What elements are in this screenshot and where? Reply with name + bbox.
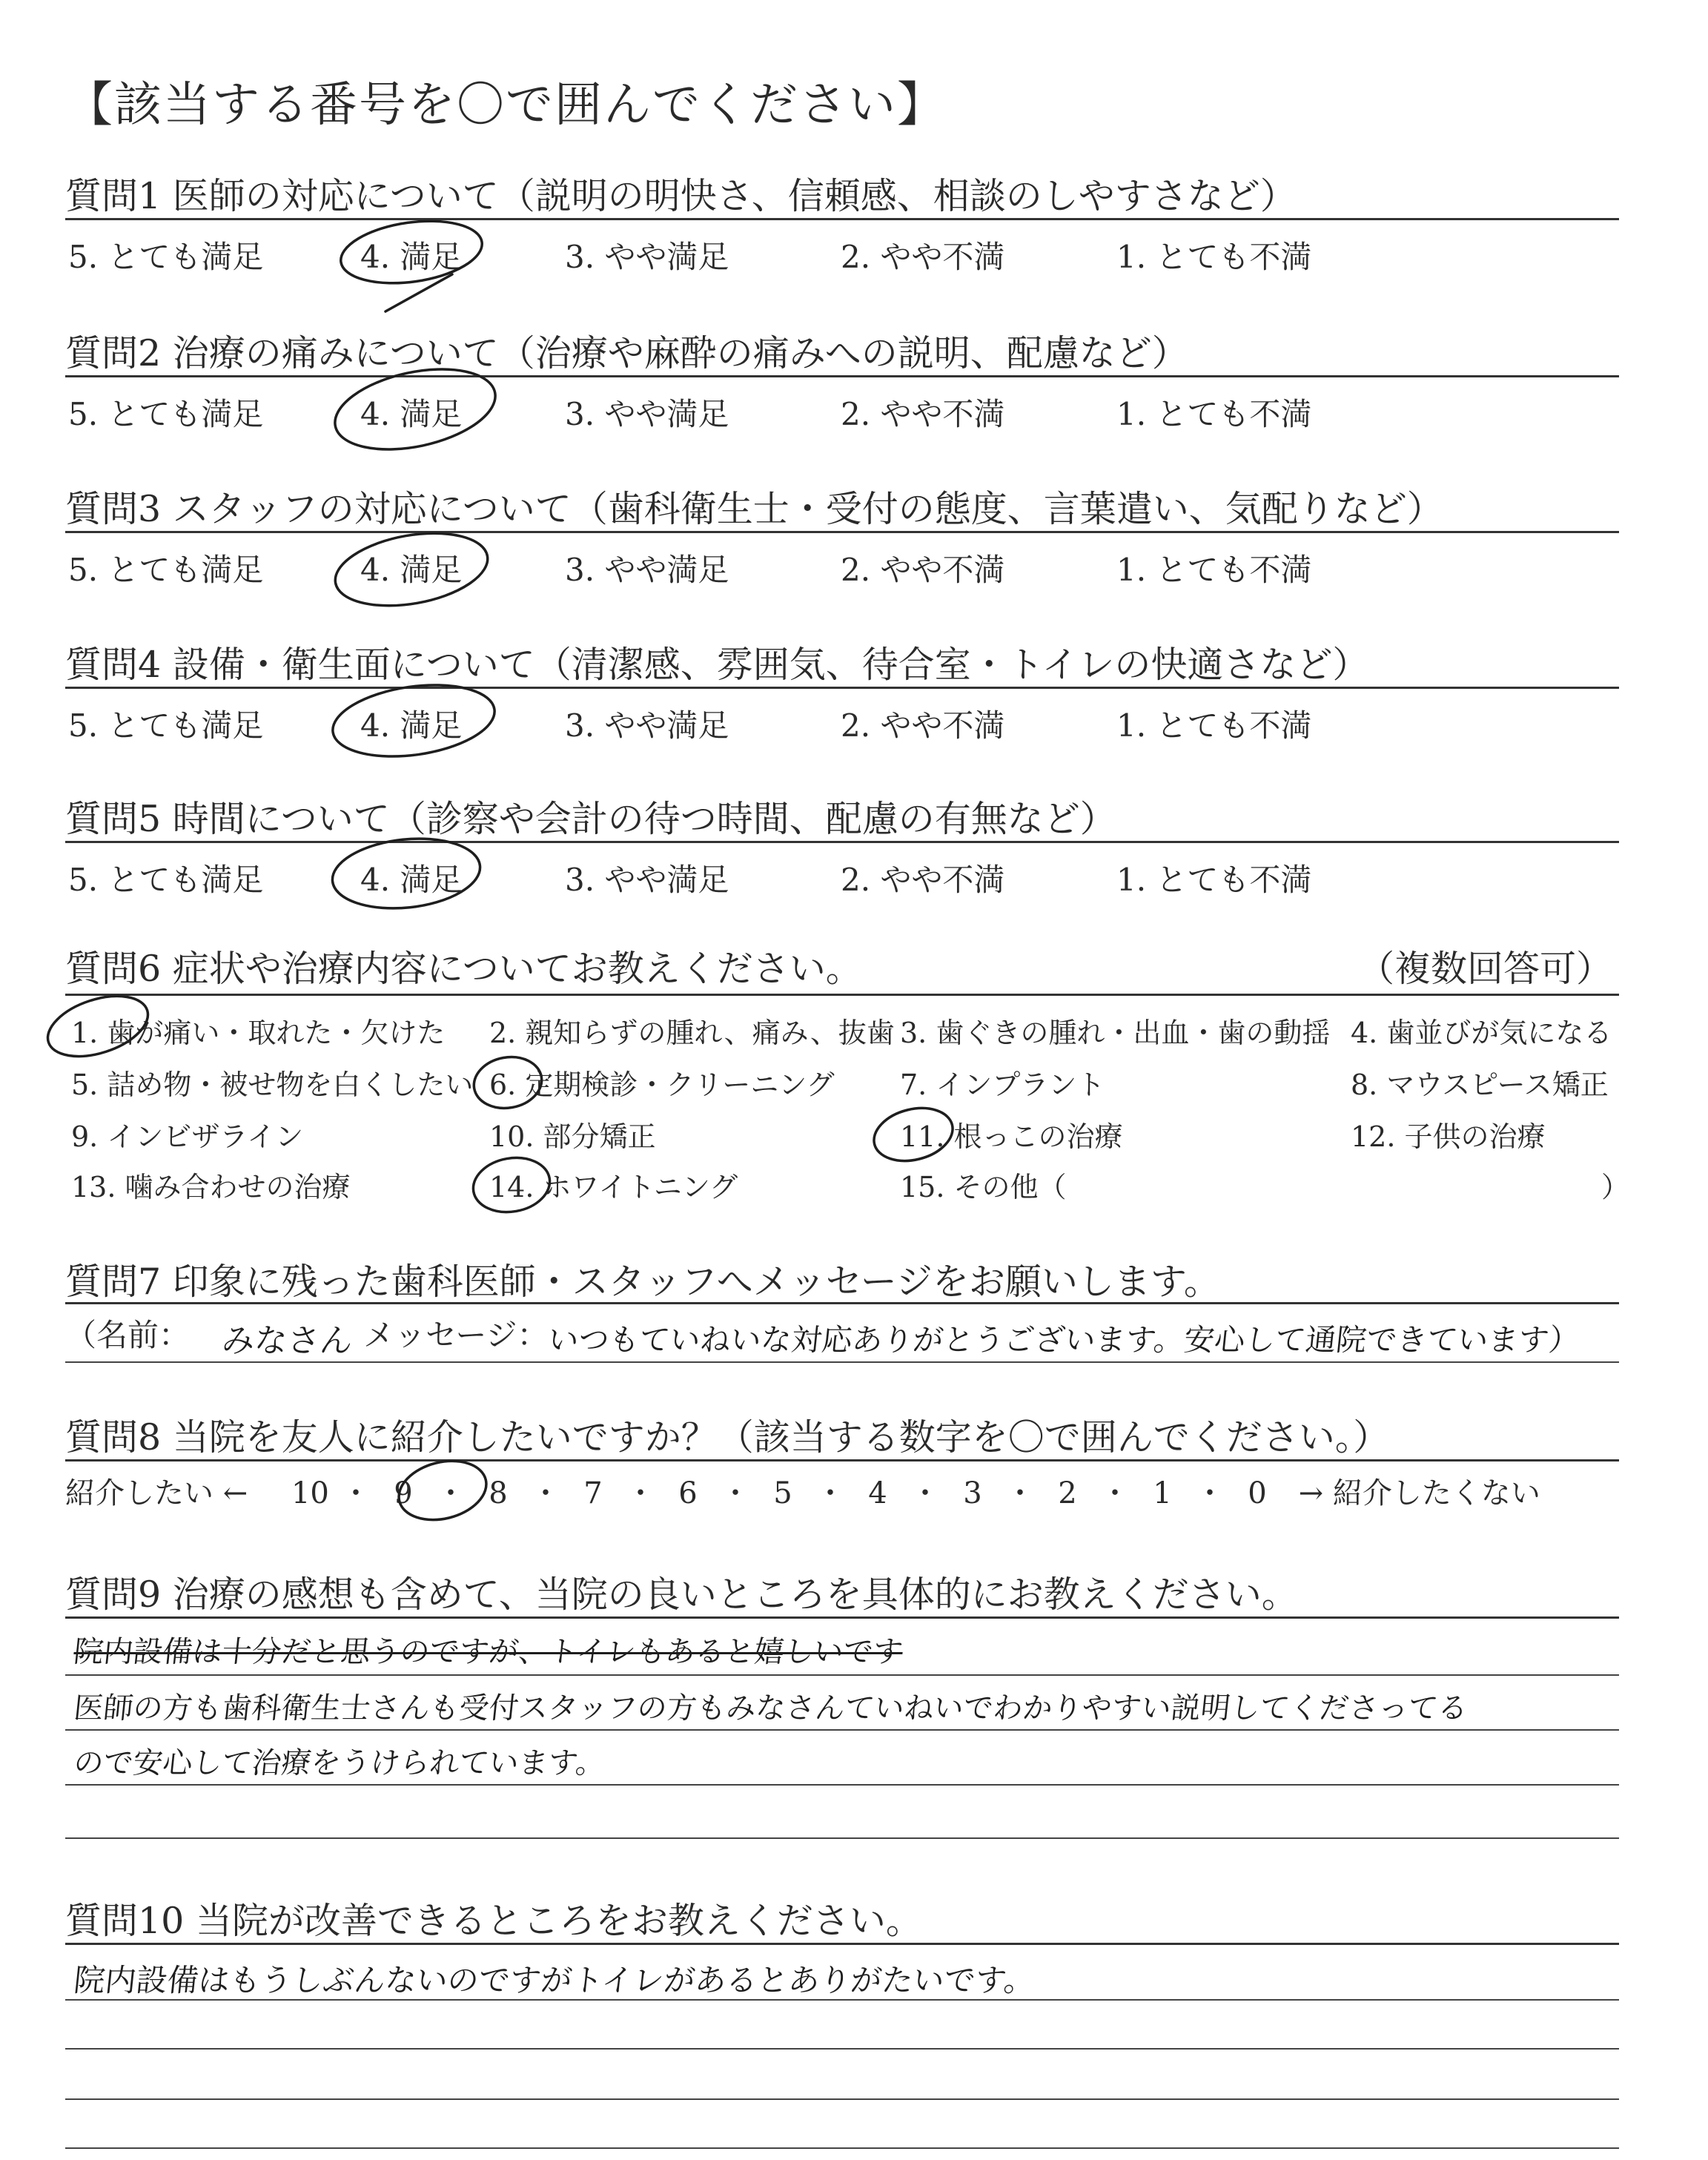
q1-title: 質問1 医師の対応について（説明の明快さ、信頼感、相談のしやすさなど） [65,175,1297,217]
q8-separator: ・ [340,1476,371,1510]
q8-separator: ・ [530,1476,560,1510]
q9-title: 質問9 治療の感想も含めて、当院の良いところを具体的にお教えください。 [65,1573,1298,1616]
q4-option-4[interactable]: 4. 満足 [360,707,463,744]
q10-line-2 [65,2048,1619,2050]
q2-title: 質問2 治療の痛みについて（治療や麻酔の痛みへの説明、配慮など） [65,332,1188,374]
q1-option-4[interactable]: 4. 満足 [360,239,463,275]
q8-score-7[interactable]: 7 [583,1476,603,1510]
q2-option-3[interactable]: 3. やや満足 [565,396,729,432]
q8-score-9[interactable]: 9 [394,1476,413,1510]
q4-title: 質問4 設備・衛生面について（清潔感、雰囲気、待合室・トイレの快適さなど） [65,644,1369,686]
q8-right-label: → 紹介したくない [1298,1476,1540,1510]
q8-separator: ・ [1004,1476,1035,1510]
q8-left-label: 紹介したい ← [65,1476,248,1510]
q8-separator: ・ [720,1476,750,1510]
q6-option-7[interactable]: 7. インプラント [900,1069,1105,1101]
q10-title: 質問10 当院が改善できるところをお教えください。 [65,1900,922,1942]
q6-multiple-note: （複数回答可） [1358,948,1613,990]
q3-option-3[interactable]: 3. やや満足 [565,552,729,588]
q1-option-5[interactable]: 5. とても満足 [68,239,264,275]
q8-score-10[interactable]: 10 [291,1476,329,1510]
q5-option-5[interactable]: 5. とても満足 [68,862,264,898]
q7-title: 質問7 印象に残った歯科医師・スタッフへメッセージをお願いします。 [65,1261,1220,1303]
q5-option-2[interactable]: 2. やや不満 [841,862,1005,898]
q7-name-label: （名前： [65,1317,191,1353]
q9-line-4 [65,1837,1619,1839]
q10-answer-line-1: 院内設備はもうしぶんないのですがトイレがあるとありがたいです。 [72,1962,1037,1998]
q8-title: 質問8 当院を友人に紹介したいですか？（該当する数字を〇で囲んでください。） [65,1416,1390,1459]
q8-numbers [291,1476,1274,1510]
q8-score-0[interactable]: 0 [1248,1476,1267,1510]
q6-rule [65,994,1619,996]
q5-option-4[interactable]: 4. 満足 [360,862,463,898]
q8-score-3[interactable]: 3 [963,1476,982,1510]
q9-answer-line-2: ので安心して治療をうけられています。 [72,1746,607,1780]
q2-option-1[interactable]: 1. とても不満 [1116,396,1312,432]
q2-option-5[interactable]: 5. とても満足 [68,396,264,432]
q8-rule [65,1459,1619,1462]
q6-option-10[interactable]: 10. 部分矯正 [489,1120,656,1153]
q6-option-6[interactable]: 6. 定期検診・クリーニング [489,1069,835,1101]
q3-title: 質問3 スタッフの対応について（歯科衛生士・受付の態度、言葉遣い、気配りなど） [65,488,1443,530]
q8-separator: ・ [815,1476,845,1510]
q9-struck-line: 院内設備は十分だと思うのですが、トイレもあると嬉しいです [72,1635,905,1669]
form-header: 【該当する番号を〇で囲んでください】 [65,78,946,133]
q6-option-14[interactable]: 14. ホワイトニング [489,1171,738,1203]
q4-option-2[interactable]: 2. やや不満 [841,707,1005,744]
q1-option-1[interactable]: 1. とても不満 [1116,239,1312,275]
q8-separator: ・ [435,1476,466,1510]
q4-option-3[interactable]: 3. やや満足 [565,707,729,744]
q7-rule [65,1302,1619,1304]
q6-other-close-paren: ） [1601,1171,1630,1203]
q3-option-5[interactable]: 5. とても満足 [68,552,264,588]
q4-rule [65,687,1619,689]
q1-option-3[interactable]: 3. やや満足 [565,239,729,275]
q8-separator: ・ [1194,1476,1225,1510]
q4-option-1[interactable]: 1. とても不満 [1116,707,1312,744]
q1-selection-tail [385,274,452,311]
q8-score-5[interactable]: 5 [773,1476,792,1510]
q8-score-8[interactable]: 8 [489,1476,508,1510]
q10-line-1 [65,1999,1619,2001]
q5-title: 質問5 時間について（診察や会計の待つ時間、配慮の有無など） [65,798,1116,840]
q9-answer-line-1: 医師の方も歯科衛生士さんも受付スタッフの方もみなさんていねいでわかりやすい説明してくださってる [72,1691,1470,1725]
q9-line-1 [65,1674,1619,1676]
q6-option-15[interactable]: 15. その他（ [900,1171,1067,1203]
q4-option-5[interactable]: 5. とても満足 [68,707,264,744]
q5-rule [65,841,1619,843]
q10-line-3 [65,2098,1619,2100]
q8-separator: ・ [1099,1476,1130,1510]
q3-rule [65,531,1619,533]
q10-rule [65,1943,1619,1945]
q6-option-1[interactable]: 1. 歯が痛い・取れた・欠けた [71,1017,446,1049]
q1-rule [65,218,1619,220]
q7-name-value: みなさん [219,1322,355,1360]
q6-option-11[interactable]: 11. 根っこの治療 [900,1120,1123,1153]
q6-option-13[interactable]: 13. 噛み合わせの治療 [71,1171,351,1203]
q6-option-3[interactable]: 3. 歯ぐきの腫れ・出血・歯の動揺 [900,1017,1331,1049]
q2-rule [65,375,1619,377]
q2-option-2[interactable]: 2. やや不満 [841,396,1005,432]
q6-option-12[interactable]: 12. 子供の治療 [1351,1120,1546,1153]
q6-title: 質問6 症状や治療内容についてお教えください。 [65,948,862,990]
q3-option-4[interactable]: 4. 満足 [360,552,463,588]
q8-separator: ・ [910,1476,940,1510]
q2-option-4[interactable]: 4. 満足 [360,396,463,432]
q8-score-4[interactable]: 4 [868,1476,887,1510]
q9-line-3 [65,1784,1619,1786]
q7-message-label: メッセージ： [363,1317,549,1353]
q6-option-5[interactable]: 5. 詰め物・被せ物を白くしたい [71,1069,474,1101]
q8-scale [65,1470,1540,1512]
q9-rule [65,1616,1619,1619]
q8-score-6[interactable]: 6 [678,1476,698,1510]
q6-option-2[interactable]: 2. 親知らずの腫れ、痛み、抜歯 [489,1017,895,1049]
q8-score-1[interactable]: 1 [1153,1476,1172,1510]
q6-option-4[interactable]: 4. 歯並びが気になる [1351,1017,1612,1049]
q3-option-2[interactable]: 2. やや不満 [841,552,1005,588]
q9-line-2 [65,1729,1619,1731]
q7-underline [65,1361,1619,1363]
q5-option-1[interactable]: 1. とても不満 [1116,862,1312,898]
q5-option-3[interactable]: 3. やや満足 [565,862,729,898]
q7-message-value: いつもていねいな対応ありがとうございます。安心して通院できています） [546,1322,1581,1358]
q3-option-1[interactable]: 1. とても不満 [1116,552,1312,588]
q10-line-4 [65,2147,1619,2149]
q6-option-8[interactable]: 8. マウスピース矯正 [1351,1069,1609,1101]
q8-separator: ・ [625,1476,655,1510]
q6-option-9[interactable]: 9. インビザライン [71,1120,304,1153]
q8-score-2[interactable]: 2 [1058,1476,1077,1510]
q1-option-2[interactable]: 2. やや不満 [841,239,1005,275]
